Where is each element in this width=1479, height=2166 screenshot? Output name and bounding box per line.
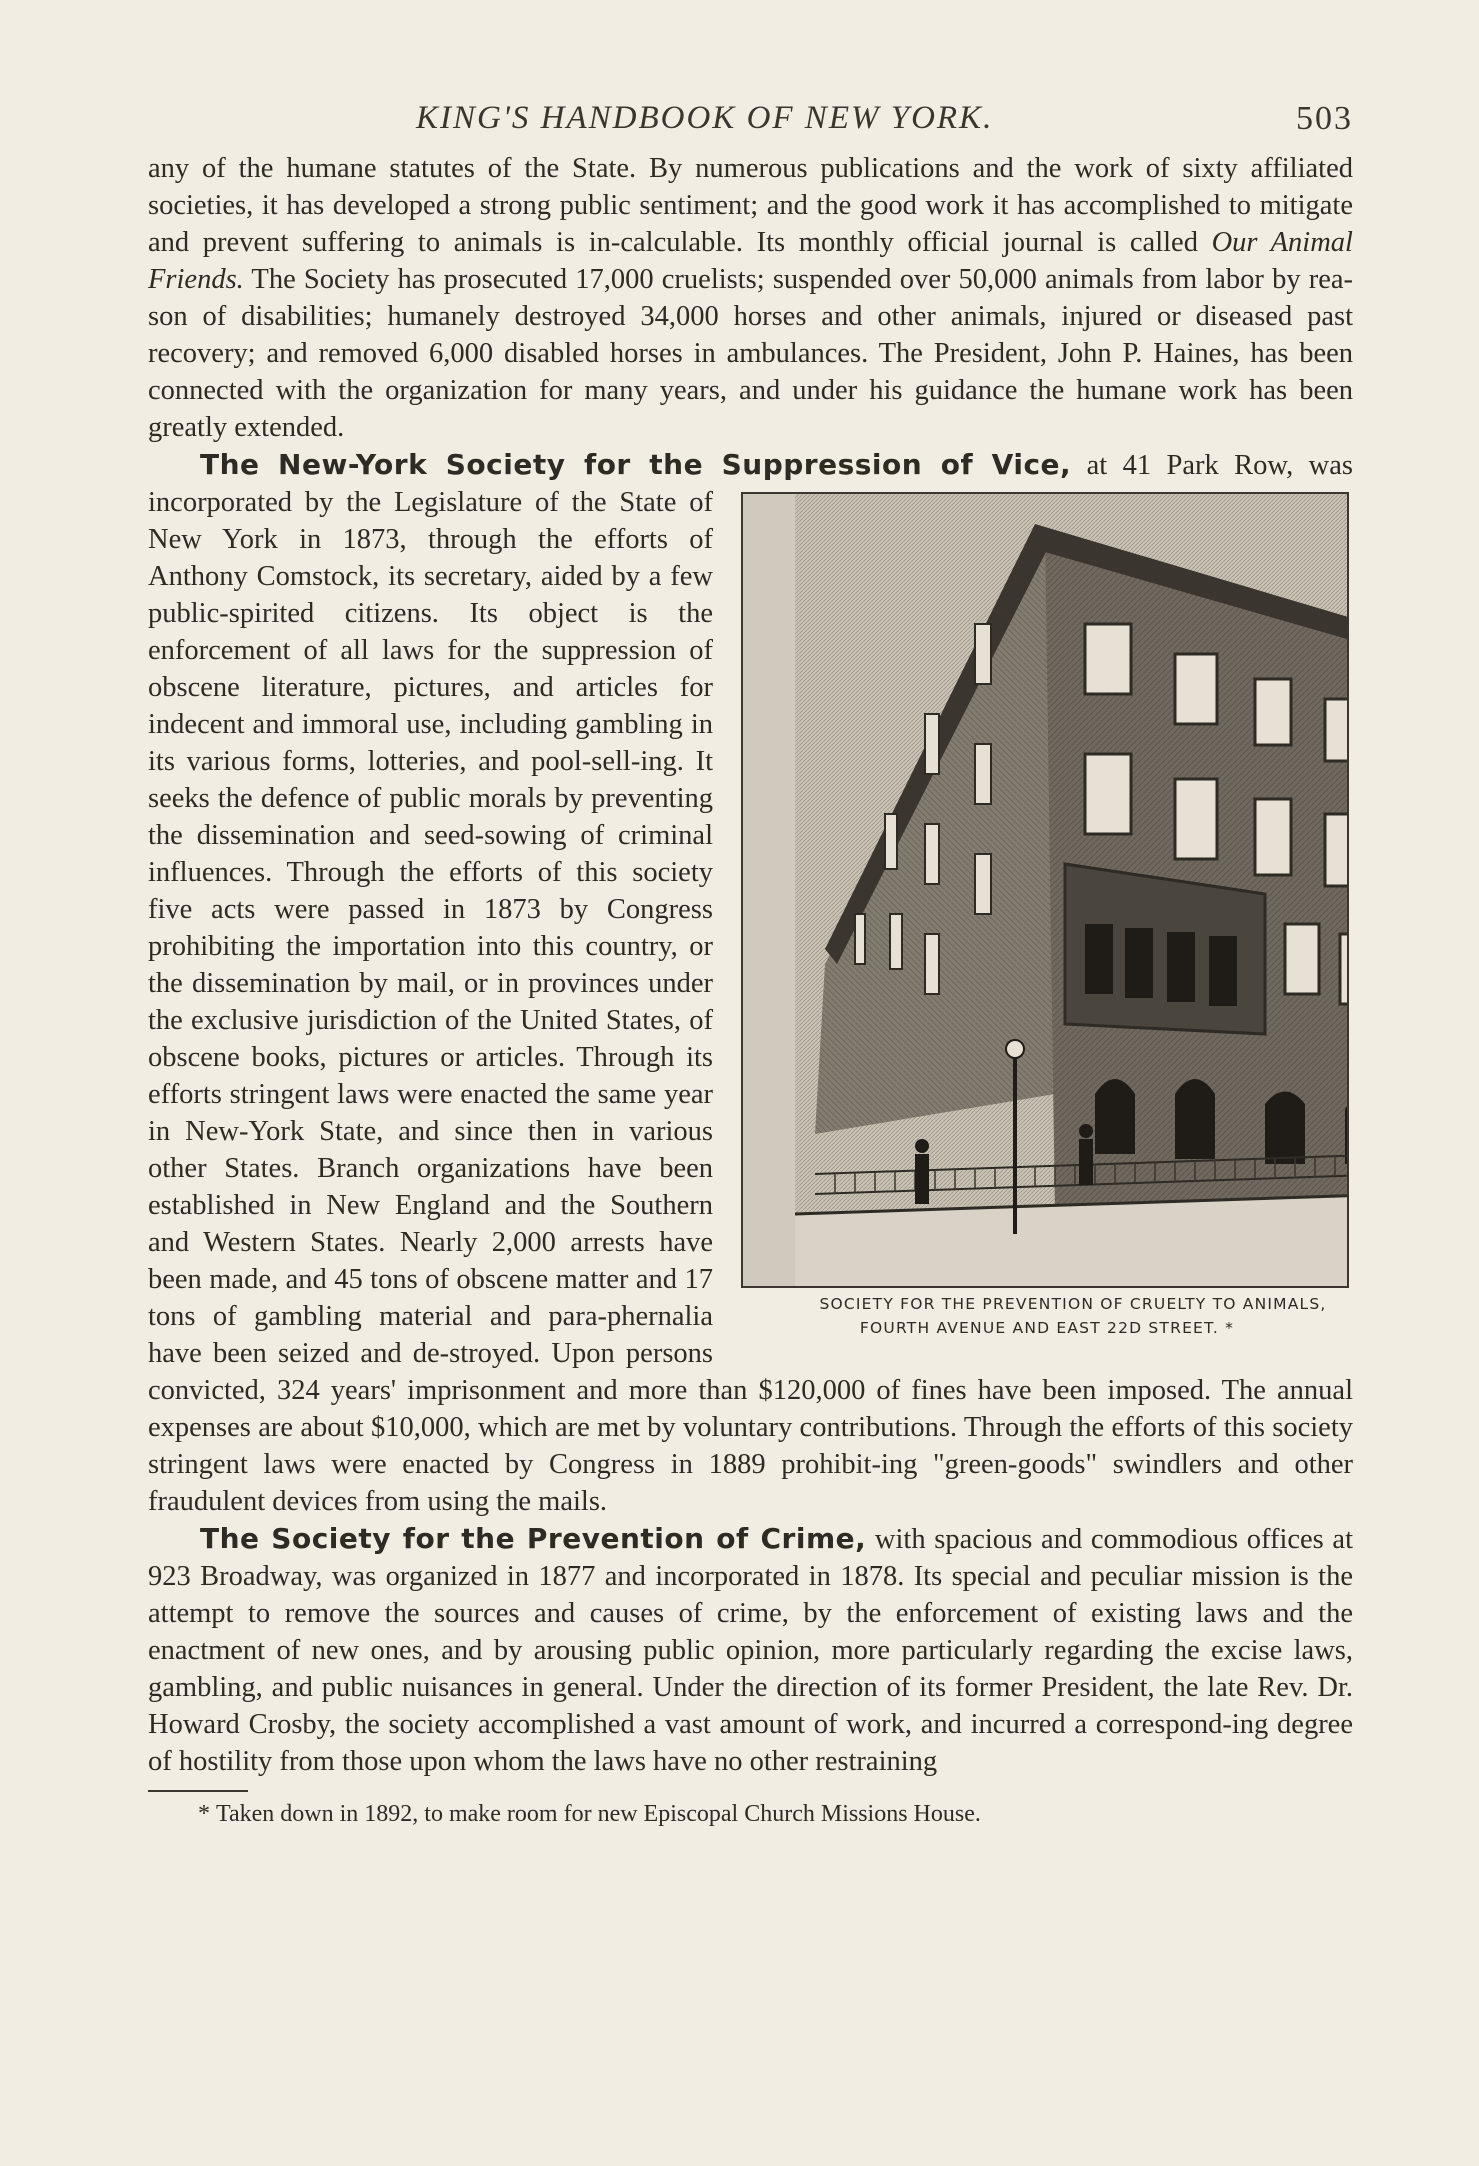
book-title: KING'S HANDBOOK OF NEW YORK.: [416, 100, 994, 136]
vice-society-heading: The New-York Society for the Suppression of Vice,: [200, 448, 1072, 481]
building-illustration: [795, 494, 1349, 1286]
footnote-mark: *: [198, 1801, 210, 1827]
vice-society-body: at 41 Park Row, was incorporated by the Legislature of the State of New York in 1873, through the efforts of Anthony Comstock, its secretary, aided by a few public-spirited citizens. Its object is the enforcement of all laws for the suppression of obscene literature, pictures, and articles for indecent and immoral use, including gambling in its various forms, lotteries, and pool-sell-ing. It seeks the defence of public morals by preventing the dissemination and seed-sowing of criminal influences. Through the efforts of this society five acts were passed in 1873 by Congress prohibiting the importation into this country, or the dissemination by mail, or in provinces under the exclusive jurisdiction of the United States, of obscene books, pictures or articles. Through its efforts stringent laws were enacted the same year in New-York State, and since then in various other States. Branch organizations have been established in New England and the Southern and Western States. Nearly 2,000 arrests have been made, and 45 tons of obscene matter and 17 tons of gambling material and para-phernalia have been seized and de-stroyed. Upon persons convicted, 324 years' imprisonment and more than $120,000 of fines have been imposed. The annual expenses are about $10,000, which are met by voluntary contributions. Through the efforts of this society stringent laws were enacted by Congress in 1889 prohibit-ing "green-goods" swindlers and other fraudulent devices from using the mails.: [148, 450, 1353, 1517]
caption-line-2: FOURTH AVENUE AND EAST 22D STREET. *: [859, 1319, 1235, 1337]
crime-society-heading: The Society for the Prevention of Crime,: [200, 1522, 867, 1555]
figure-caption: [741, 1292, 1353, 1340]
journal-name: Our Animal Friends.: [148, 227, 1353, 295]
paragraph-humane-society: [148, 150, 1353, 446]
caption-line-1: SOCIETY FOR THE PREVENTION OF CRUELTY TO ANIMALS,: [819, 1295, 1327, 1313]
footnote-rule: [148, 1790, 248, 1792]
running-head: [148, 90, 1353, 150]
building-photo: [741, 492, 1349, 1288]
footnote-text: Taken down in 1892, to make room for new Episcopal Church Missions House.: [216, 1801, 981, 1827]
paragraph-1-rest: The Society has prosecuted 17,000 cruelists; suspended over 50,000 animals from labor by rea-son of disabilities; humanely destroyed 34,000 horses and other animals, injured or diseased past recovery; and removed 6,000 disabled horses in ambulances. The President, John P. Haines, has been connected with the organization for many years, and under his guidance the humane work has been greatly extended.: [148, 264, 1353, 443]
paragraph-vice-society: [148, 446, 1353, 1520]
paragraph-crime-society: [148, 1520, 1353, 1780]
footnote: [148, 1798, 1353, 1830]
body-text: [148, 150, 1353, 1780]
figure: [741, 492, 1353, 1340]
page-number: 503: [1296, 100, 1353, 137]
paragraph-1-start: any of the humane statutes of the State. By numerous publications and the work of sixty affiliated societies, it has developed a strong public sentiment; and the good work it has accomplished to mitigate and prevent suffering to animals is in-calculable. Its monthly official journal is called: [148, 153, 1353, 258]
crime-society-body: with spacious and commodious offices at 923 Broadway, was organized in 1877 and incorporated in 1878. Its special and peculiar mission is the attempt to remove the sources and causes of crime, by the enforcement of existing laws and the enactment of new ones, and by arousing public opinion, more particularly regarding the excise laws, gambling, and public nuisances in general. Under the direction of its former President, the late Rev. Dr. Howard Crosby, the society accomplished a vast amount of work, and incurred a correspond-ing degree of hostility from those upon whom the laws have no other restraining: [148, 1524, 1353, 1777]
book-page: [148, 90, 1353, 1830]
